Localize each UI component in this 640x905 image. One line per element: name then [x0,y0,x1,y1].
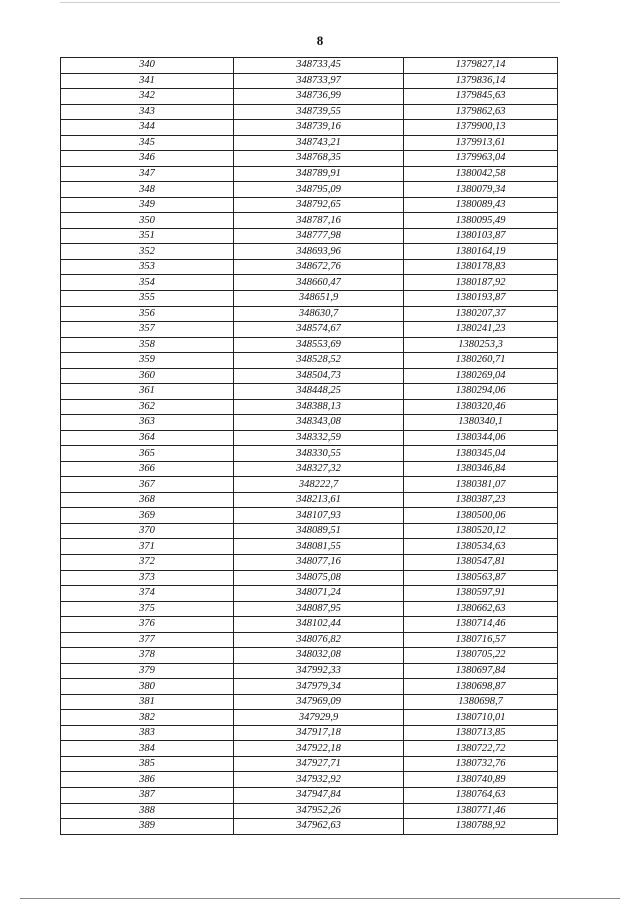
table-row [61,539,558,555]
table-row [61,368,558,384]
table-row [61,570,558,586]
y-coordinate-cell: 1380344,06 [404,430,558,446]
y-coordinate-cell: 1380269,04 [404,368,558,384]
y-coordinate-cell: 1380241,23 [404,322,558,338]
table-row [61,415,558,431]
y-coordinate-cell: 1380253,3 [404,337,558,353]
table-row [61,135,558,151]
x-coordinate-cell: 347979,34 [234,679,404,695]
table-row [61,508,558,524]
y-coordinate-cell: 1380042,58 [404,166,558,182]
point-number-cell: 355 [61,290,234,306]
point-number-cell: 381 [61,694,234,710]
y-coordinate-cell: 1379836,14 [404,73,558,89]
y-coordinate-cell: 1380771,46 [404,803,558,819]
bottom-scan-rule [20,898,620,899]
y-coordinate-cell: 1380103,87 [404,228,558,244]
point-number-cell: 349 [61,197,234,213]
point-number-cell: 383 [61,725,234,741]
y-coordinate-cell: 1380187,92 [404,275,558,291]
point-number-cell: 378 [61,648,234,664]
point-number-cell: 365 [61,446,234,462]
point-number-cell: 347 [61,166,234,182]
point-number-cell: 379 [61,663,234,679]
point-number-cell: 362 [61,399,234,415]
x-coordinate-cell: 348087,95 [234,601,404,617]
y-coordinate-cell: 1380260,71 [404,353,558,369]
table-row [61,399,558,415]
x-coordinate-cell: 347962,63 [234,819,404,835]
x-coordinate-cell: 348789,91 [234,166,404,182]
point-number-cell: 385 [61,756,234,772]
x-coordinate-cell: 347969,09 [234,694,404,710]
y-coordinate-cell: 1380732,76 [404,756,558,772]
table-row [61,166,558,182]
table-row [61,492,558,508]
y-coordinate-cell: 1379963,04 [404,151,558,167]
y-coordinate-cell: 1380320,46 [404,399,558,415]
table-row [61,259,558,275]
x-coordinate-cell: 348739,55 [234,104,404,120]
y-coordinate-cell: 1380340,1 [404,415,558,431]
point-number-cell: 373 [61,570,234,586]
table-row [61,73,558,89]
y-coordinate-cell: 1379862,63 [404,104,558,120]
y-coordinate-cell: 1380381,07 [404,477,558,493]
table-row [61,446,558,462]
x-coordinate-cell: 347917,18 [234,725,404,741]
y-coordinate-cell: 1380193,87 [404,290,558,306]
point-number-cell: 342 [61,89,234,105]
page-number: 8 [316,33,324,48]
table-row [61,710,558,726]
x-coordinate-cell: 347922,18 [234,741,404,757]
y-coordinate-cell: 1380788,92 [404,819,558,835]
y-coordinate-cell: 1380662,63 [404,601,558,617]
point-number-cell: 357 [61,322,234,338]
table-row [61,601,558,617]
table-row [61,384,558,400]
x-coordinate-cell: 348768,35 [234,151,404,167]
y-coordinate-cell: 1380563,87 [404,570,558,586]
point-number-cell: 368 [61,492,234,508]
point-number-cell: 356 [61,306,234,322]
x-coordinate-cell: 348107,93 [234,508,404,524]
x-coordinate-cell: 348693,96 [234,244,404,260]
x-coordinate-cell: 348327,32 [234,461,404,477]
table-row [61,586,558,602]
point-number-cell: 348 [61,182,234,198]
point-number-cell: 388 [61,803,234,819]
table-row [61,353,558,369]
y-coordinate-cell: 1380714,46 [404,617,558,633]
table-row [61,741,558,757]
table-row [61,523,558,539]
y-coordinate-cell: 1379900,13 [404,120,558,136]
x-coordinate-cell: 348448,25 [234,384,404,400]
point-number-cell: 351 [61,228,234,244]
point-number-cell: 359 [61,353,234,369]
table-row [61,803,558,819]
x-coordinate-cell: 348553,69 [234,337,404,353]
table-row [61,819,558,835]
y-coordinate-cell: 1380345,04 [404,446,558,462]
y-coordinate-cell: 1380698,87 [404,679,558,695]
point-number-cell: 386 [61,772,234,788]
y-coordinate-cell: 1380178,83 [404,259,558,275]
point-number-cell: 389 [61,819,234,835]
table-row [61,663,558,679]
x-coordinate-cell: 348574,67 [234,322,404,338]
table-row [61,58,558,74]
coordinates-table [60,57,558,835]
y-coordinate-cell: 1380716,57 [404,632,558,648]
table-row [61,679,558,695]
top-scan-rule [60,2,560,3]
y-coordinate-cell: 1380207,37 [404,306,558,322]
point-number-cell: 374 [61,586,234,602]
x-coordinate-cell: 348795,09 [234,182,404,198]
point-number-cell: 363 [61,415,234,431]
table-row [61,787,558,803]
x-coordinate-cell: 348739,16 [234,120,404,136]
x-coordinate-cell: 348332,59 [234,430,404,446]
table-row [61,213,558,229]
x-coordinate-cell: 348075,08 [234,570,404,586]
table-row [61,322,558,338]
x-coordinate-cell: 348330,55 [234,446,404,462]
point-number-cell: 354 [61,275,234,291]
y-coordinate-cell: 1379913,61 [404,135,558,151]
point-number-cell: 369 [61,508,234,524]
point-number-cell: 375 [61,601,234,617]
point-number-cell: 387 [61,787,234,803]
table-row [61,151,558,167]
table-row [61,477,558,493]
table-row [61,555,558,571]
x-coordinate-cell: 348651,9 [234,290,404,306]
point-number-cell: 377 [61,632,234,648]
y-coordinate-cell: 1380095,49 [404,213,558,229]
y-coordinate-cell: 1380500,06 [404,508,558,524]
y-coordinate-cell: 1380705,22 [404,648,558,664]
x-coordinate-cell: 348343,08 [234,415,404,431]
x-coordinate-cell: 348672,76 [234,259,404,275]
table-row [61,725,558,741]
y-coordinate-cell: 1380697,84 [404,663,558,679]
x-coordinate-cell: 348222,7 [234,477,404,493]
x-coordinate-cell: 348736,99 [234,89,404,105]
point-number-cell: 372 [61,555,234,571]
table-row [61,120,558,136]
x-coordinate-cell: 348032,08 [234,648,404,664]
x-coordinate-cell: 348777,98 [234,228,404,244]
point-number-cell: 343 [61,104,234,120]
y-coordinate-cell: 1379827,14 [404,58,558,74]
y-coordinate-cell: 1380698,7 [404,694,558,710]
x-coordinate-cell: 348630,7 [234,306,404,322]
x-coordinate-cell: 348388,13 [234,399,404,415]
table-row [61,197,558,213]
table-row [61,617,558,633]
point-number-cell: 364 [61,430,234,446]
table-row [61,632,558,648]
table-row [61,228,558,244]
point-number-cell: 361 [61,384,234,400]
x-coordinate-cell: 348733,97 [234,73,404,89]
y-coordinate-cell: 1380722,72 [404,741,558,757]
y-coordinate-cell: 1380346,84 [404,461,558,477]
table-row [61,104,558,120]
x-coordinate-cell: 348528,52 [234,353,404,369]
table-row [61,182,558,198]
x-coordinate-cell: 348089,51 [234,523,404,539]
x-coordinate-cell: 348743,21 [234,135,404,151]
y-coordinate-cell: 1380764,63 [404,787,558,803]
x-coordinate-cell: 348081,55 [234,539,404,555]
point-number-cell: 371 [61,539,234,555]
point-number-cell: 344 [61,120,234,136]
x-coordinate-cell: 348071,24 [234,586,404,602]
table-row [61,648,558,664]
table-row [61,337,558,353]
point-number-cell: 358 [61,337,234,353]
x-coordinate-cell: 348504,73 [234,368,404,384]
y-coordinate-cell: 1380520,12 [404,523,558,539]
y-coordinate-cell: 1380547,81 [404,555,558,571]
y-coordinate-cell: 1380534,63 [404,539,558,555]
point-number-cell: 353 [61,259,234,275]
x-coordinate-cell: 347927,71 [234,756,404,772]
point-number-cell: 370 [61,523,234,539]
coordinates-table-body [61,58,558,835]
x-coordinate-cell: 348733,45 [234,58,404,74]
point-number-cell: 340 [61,58,234,74]
x-coordinate-cell: 348213,61 [234,492,404,508]
x-coordinate-cell: 347929,9 [234,710,404,726]
x-coordinate-cell: 347932,92 [234,772,404,788]
table-row [61,772,558,788]
point-number-cell: 366 [61,461,234,477]
table-row [61,430,558,446]
y-coordinate-cell: 1380713,85 [404,725,558,741]
x-coordinate-cell: 348660,47 [234,275,404,291]
y-coordinate-cell: 1380710,01 [404,710,558,726]
point-number-cell: 346 [61,151,234,167]
y-coordinate-cell: 1380079,34 [404,182,558,198]
y-coordinate-cell: 1379845,63 [404,89,558,105]
y-coordinate-cell: 1380387,23 [404,492,558,508]
point-number-cell: 367 [61,477,234,493]
x-coordinate-cell: 348792,65 [234,197,404,213]
point-number-cell: 352 [61,244,234,260]
x-coordinate-cell: 348102,44 [234,617,404,633]
x-coordinate-cell: 348076,82 [234,632,404,648]
point-number-cell: 382 [61,710,234,726]
x-coordinate-cell: 347947,84 [234,787,404,803]
x-coordinate-cell: 347952,26 [234,803,404,819]
y-coordinate-cell: 1380740,89 [404,772,558,788]
point-number-cell: 345 [61,135,234,151]
x-coordinate-cell: 348077,16 [234,555,404,571]
point-number-cell: 341 [61,73,234,89]
point-number-cell: 380 [61,679,234,695]
table-row [61,290,558,306]
point-number-cell: 384 [61,741,234,757]
point-number-cell: 360 [61,368,234,384]
x-coordinate-cell: 347992,33 [234,663,404,679]
y-coordinate-cell: 1380164,19 [404,244,558,260]
table-row [61,306,558,322]
table-row [61,275,558,291]
point-number-cell: 350 [61,213,234,229]
y-coordinate-cell: 1380294,06 [404,384,558,400]
table-row [61,89,558,105]
table-row [61,244,558,260]
point-number-cell: 376 [61,617,234,633]
y-coordinate-cell: 1380089,43 [404,197,558,213]
x-coordinate-cell: 348787,16 [234,213,404,229]
table-row [61,461,558,477]
y-coordinate-cell: 1380597,91 [404,586,558,602]
table-row [61,694,558,710]
table-row [61,756,558,772]
